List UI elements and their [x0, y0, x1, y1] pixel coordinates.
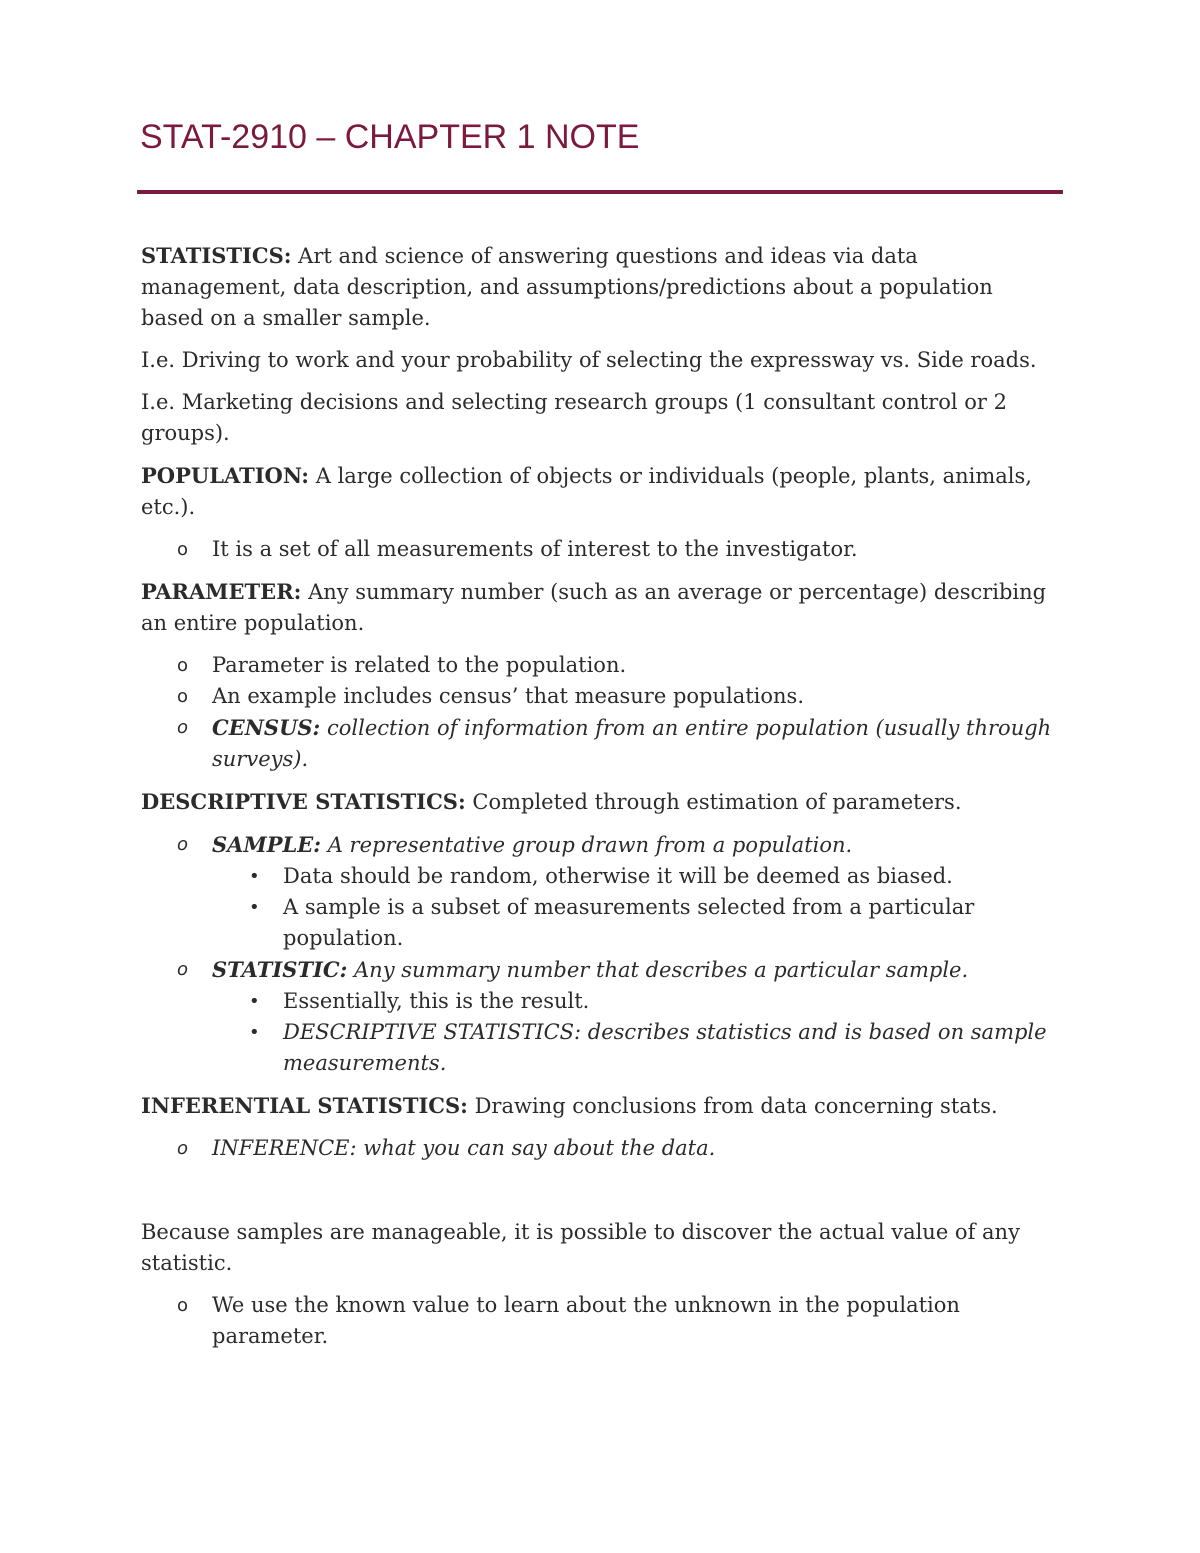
descriptive-list	[141, 829, 1061, 1079]
hollow-bullet-icon: o	[177, 1138, 189, 1159]
filled-bullet-icon: •	[249, 1022, 260, 1043]
closing-list	[141, 1290, 1061, 1352]
parameter-list	[141, 650, 1061, 775]
list-item: o SAMPLE: A representative group drawn from a population.	[141, 829, 1061, 861]
population-list	[141, 534, 1061, 565]
list-item: • Data should be random, otherwise it will be deemed as biased.	[141, 861, 1061, 892]
hollow-bullet-icon: o	[177, 717, 189, 738]
list-item: • Essentially, this is the result.	[141, 986, 1061, 1017]
inferential-list	[141, 1133, 1061, 1164]
closing-paragraph: Because samples are manageable, it is possible to discover the actual value of any statistic.	[141, 1220, 1020, 1275]
title-divider	[137, 190, 1063, 194]
descriptive-text: Completed through estimation of parameters.	[465, 790, 962, 814]
list-item: • DESCRIPTIVE STATISTICS: describes statistics and is based on sample measurements.	[141, 1017, 1061, 1079]
hollow-bullet-icon: o	[177, 1295, 189, 1316]
census-term: CENSUS:	[212, 715, 321, 740]
filled-bullet-icon: •	[249, 897, 260, 918]
note-body	[141, 240, 1061, 1363]
statistic-term: STATISTIC:	[212, 957, 348, 982]
example-driving: I.e. Driving to work and your probability of selecting the expressway vs. Side roads.	[141, 348, 1037, 372]
page-title: STAT-2910 – CHAPTER 1 NOTE	[140, 118, 640, 156]
hollow-bullet-icon: o	[177, 834, 189, 855]
list-item: o An example includes census’ that measure populations.	[141, 681, 1061, 712]
list-item: o STATISTIC: Any summary number that describes a particular sample.	[141, 954, 1061, 986]
parameter-text: Any summary number (such as an average or percentage) describing an entire population.	[141, 580, 1047, 635]
statistics-definition	[141, 240, 1061, 334]
list-item: o CENSUS: collection of information from an entire population (usually through surveys).	[141, 712, 1061, 775]
list-item: o It is a set of all measurements of interest to the investigator.	[141, 534, 1061, 565]
statistics-text: Art and science of answering questions and ideas via data management, data description, and assumptions/predictions about a population based on a smaller sample.	[141, 244, 993, 330]
inferential-definition	[141, 1090, 1061, 1122]
hollow-bullet-icon: o	[177, 959, 189, 980]
statistics-term: STATISTICS:	[141, 243, 292, 268]
inferential-text: Drawing conclusions from data concerning stats.	[467, 1094, 998, 1118]
example-marketing: I.e. Marketing decisions and selecting research groups (1 consultant control or 2 groups).	[141, 390, 1007, 445]
hollow-bullet-icon: o	[177, 539, 189, 560]
list-item: o We use the known value to learn about the unknown in the population parameter.	[141, 1290, 1061, 1352]
blank-line	[141, 1175, 1061, 1217]
descriptive-definition	[141, 786, 1061, 818]
hollow-bullet-icon: o	[177, 686, 189, 707]
list-item: o INFERENCE: what you can say about the data.	[141, 1133, 1061, 1164]
filled-bullet-icon: •	[249, 991, 260, 1012]
parameter-term: PARAMETER:	[141, 579, 302, 604]
population-term: POPULATION:	[141, 463, 310, 488]
population-definition	[141, 460, 1061, 523]
sample-term: SAMPLE:	[212, 832, 322, 857]
descriptive-term: DESCRIPTIVE STATISTICS:	[141, 789, 466, 814]
filled-bullet-icon: •	[249, 866, 260, 887]
population-text: A large collection of objects or individuals (people, plants, animals, etc.).	[141, 464, 1032, 519]
inferential-term: INFERENTIAL STATISTICS:	[141, 1093, 468, 1118]
parameter-definition	[141, 576, 1061, 639]
hollow-bullet-icon: o	[177, 655, 189, 676]
list-item: o Parameter is related to the population.	[141, 650, 1061, 681]
list-item: • A sample is a subset of measurements selected from a particular population.	[141, 892, 1061, 954]
